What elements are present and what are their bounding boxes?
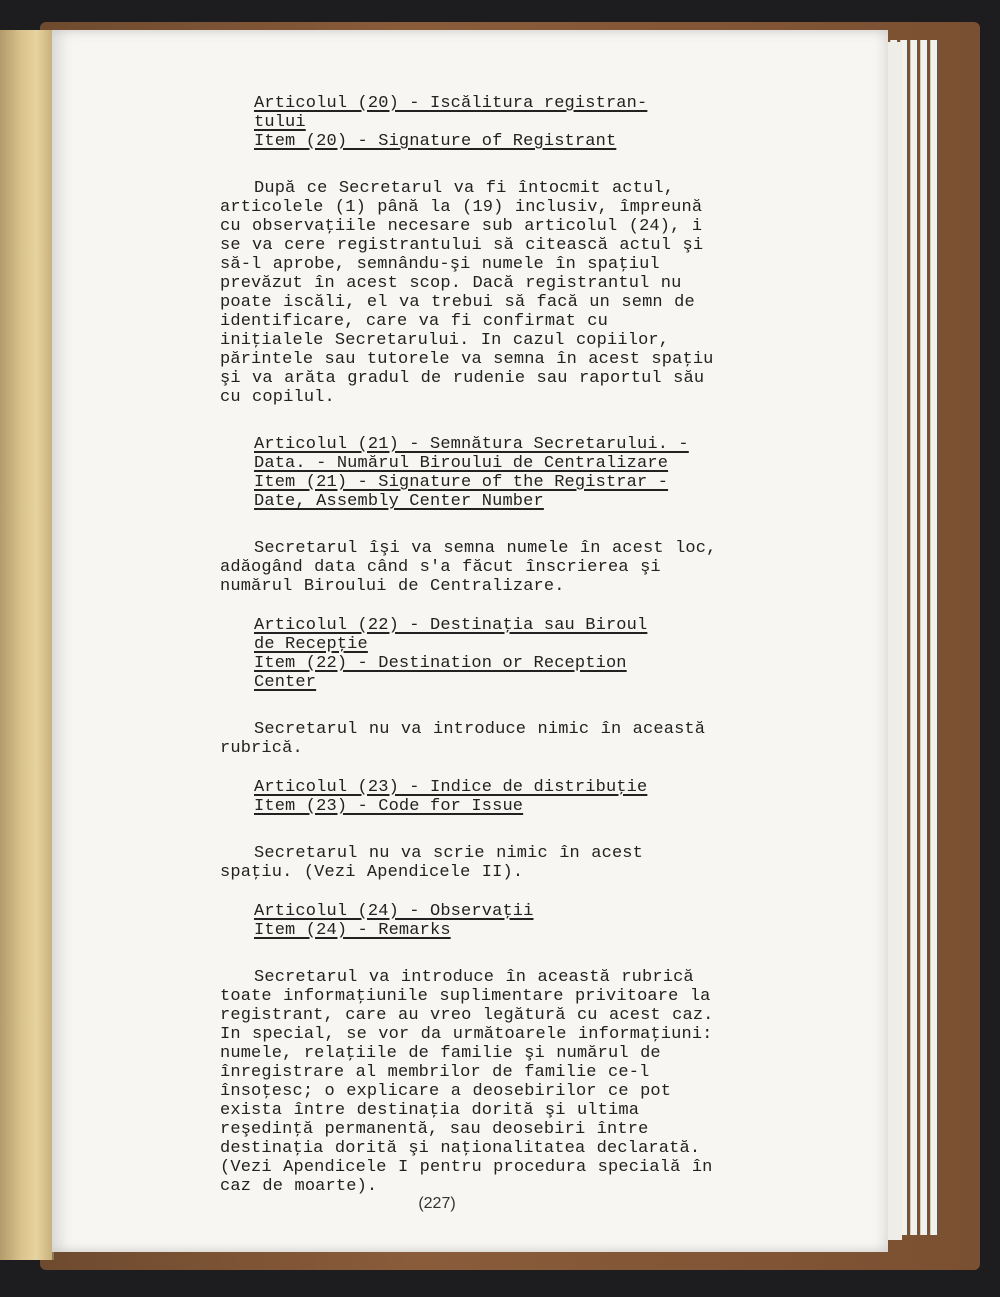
page-content	[220, 94, 720, 1196]
section-heading-en: Date, Assembly Center Number	[254, 492, 544, 511]
section-body: După ce Secretarul va fi întocmit actul, articolele (1) până la (19) inclusiv, împreună cu observaţiile necesare sub articolul (24), i se va cere registrantului să citească actul şi să-l aprobe, semnându-şi numele în spaţiul prevăzut în acest scop. Dacă registrantul nu poate iscăli, el va trebui să facă un semn de identificare, care va fi confirmat cu iniţialele Secretarului. In cazul copiilor, părintele sau tutorele va semna în acest spaţiu şi va arăta gradul de rudenie sau raportul său cu copilul.	[220, 179, 714, 407]
section-heading-en: Item (24) - Remarks	[254, 921, 451, 940]
section-heading-ro: Articolul (23) - Indice de distribuţie	[254, 778, 648, 797]
section-heading-ro: Articolul (20) - Iscălitura registran-	[254, 94, 648, 113]
page-edges	[910, 40, 917, 1235]
section-body: Secretarul îşi va semna numele în acest loc, adăogând data când s'a făcut înscrierea şi numărul Biroului de Centralizare.	[220, 539, 717, 596]
section-heading-ro: de Recepţie	[254, 635, 368, 654]
section-heading-ro: tului	[254, 113, 306, 132]
section-heading-ro: Articolul (22) - Destinaţia sau Biroul	[254, 616, 648, 635]
section-heading-en: Item (21) - Signature of the Registrar -	[254, 473, 669, 492]
section-heading-ro: Data. - Numărul Biroului de Centralizare	[254, 454, 669, 473]
page-number: (227)	[418, 1195, 456, 1212]
book-spine	[0, 30, 54, 1260]
section-heading-en: Center	[254, 673, 317, 692]
section-heading-en: Item (22) - Destination or Reception	[254, 654, 627, 673]
section-heading-ro: Articolul (24) - Observaţii	[254, 902, 534, 921]
section-body: Secretarul va introduce în această rubrică toate informaţiunile suplimentare privitoare la registrant, care au vreo legătură cu acest caz. In special, se vor da următoarele informaţiuni: numele, relaţiile de familie şi numărul de înregistrare al membrilor de familie ce-l însoţesc; o explicare a deosebirilor ce pot exista între destinaţia dorită şi ultima reşedinţă permanentă, sau deosebiri între destinaţia dorită şi naţionalitatea declarată. (Vezi Apendicele I pentru procedura specială în caz de moarte).	[220, 968, 714, 1196]
page-edges	[930, 40, 937, 1235]
section-heading-en: Item (20) - Signature of Registrant	[254, 132, 617, 151]
document-page	[52, 30, 888, 1252]
section-heading-ro: Articolul (21) - Semnătura Secretarului. -	[254, 435, 689, 454]
page-edges	[920, 40, 927, 1235]
section-body: Secretarul nu va scrie nimic în acest spaţiu. (Vezi Apendicele II).	[220, 844, 644, 882]
section-body: Secretarul nu va introduce nimic în această rubrică.	[220, 720, 706, 758]
section-heading-en: Item (23) - Code for Issue	[254, 797, 524, 816]
